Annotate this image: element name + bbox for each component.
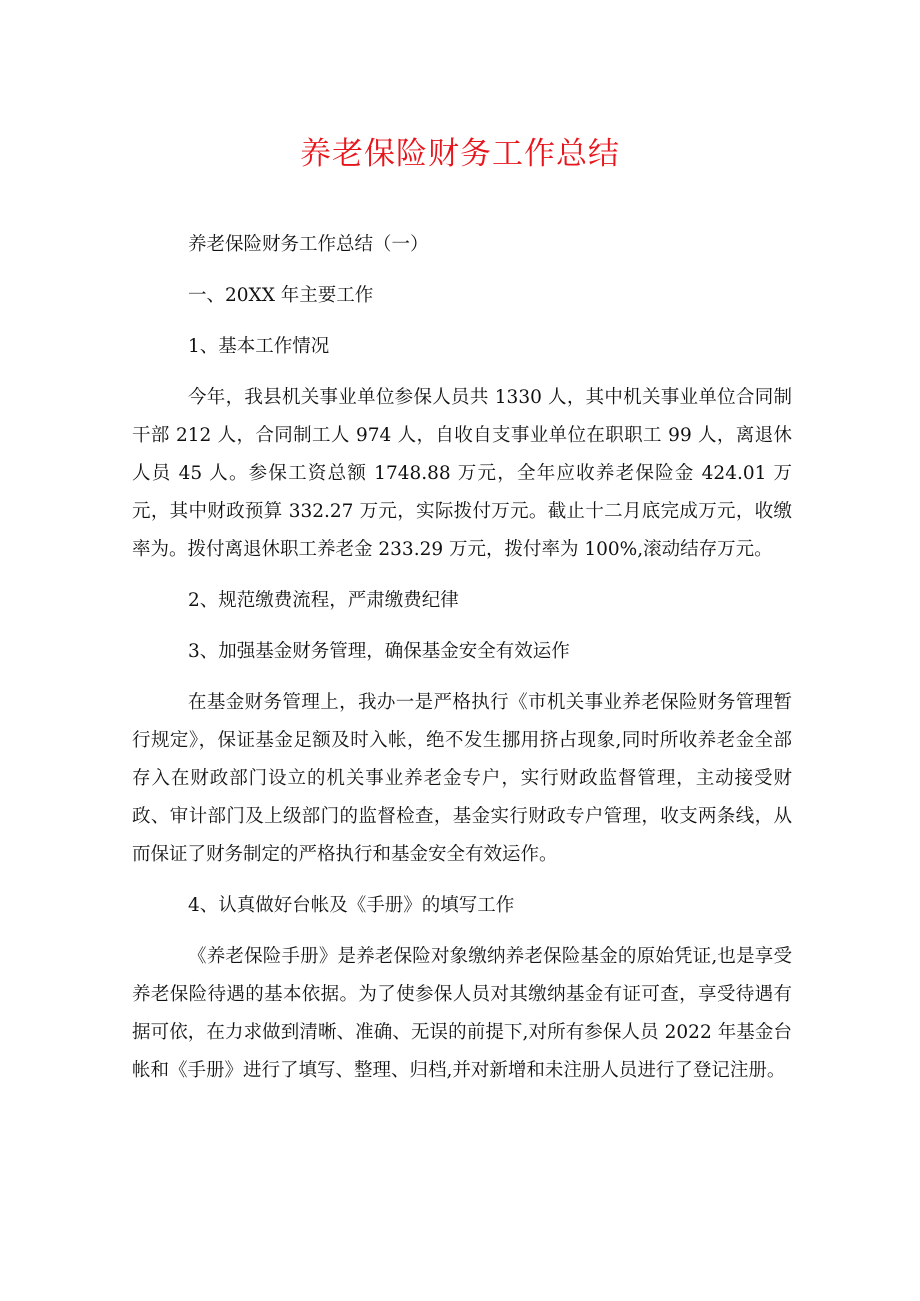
section-heading-main-work: 一、20XX 年主要工作 xyxy=(188,285,374,306)
paragraph-fund-management: 在基金财务管理上，我办一是严格执行《市机关事业养老保险财务管理暂行规定》，保证基金足额及时入帐，绝不发生挪用挤占现象,同时所收养老金全部存入在财政部门设立的机关事业养老金专户，实行财政监督管理，主动接受财政、审计部门及上级部门的监督检查，基金实行财政专户管理，收支两条线，从而保证了财务制定的严格执行和基金安全有效运作。 xyxy=(132,692,792,865)
document-title: 养老保险财务工作总结 xyxy=(300,136,620,172)
subheading-basic-work: 1、基本工作情况 xyxy=(188,336,330,357)
subheading-payment-process: 2、规范缴费流程，严肃缴费纪律 xyxy=(188,590,459,611)
subheading-ledger-manual: 4、认真做好台帐及《手册》的填写工作 xyxy=(188,895,515,916)
subheading-fund-management: 3、加强基金财务管理，确保基金安全有效运作 xyxy=(188,641,570,662)
document-body xyxy=(132,226,792,1103)
section-title: 养老保险财务工作总结（一） xyxy=(188,234,429,255)
paragraph-basic-work: 今年，我县机关事业单位参保人员共 1330 人，其中机关事业单位合同制干部 212 人，合同制工人 974 人，自收自支事业单位在职职工 99 人，离退休人员 45 人。参保工资总额 1748.88 万元，全年应收养老保险金 424.01 万元，其中财政预算 332.27 万元，实际拨付万元。截止十二月底完成万元，收缴率为。拨付离退休职工养老金 233.29 万元，拨付率为 100%,滚动结存万元。 xyxy=(132,387,792,560)
paragraph-ledger-manual: 《养老保险手册》是养老保险对象缴纳养老保险基金的原始凭证,也是享受养老保险待遇的基本依据。为了使参保人员对其缴纳基金有证可查，享受待遇有据可依，在力求做到清晰、准确、无误的前提下,对所有参保人员 2022 年基金台帐和《手册》进行了填写、整理、归档,并对新增和未注册人员进行了登记注册。 xyxy=(132,946,792,1081)
